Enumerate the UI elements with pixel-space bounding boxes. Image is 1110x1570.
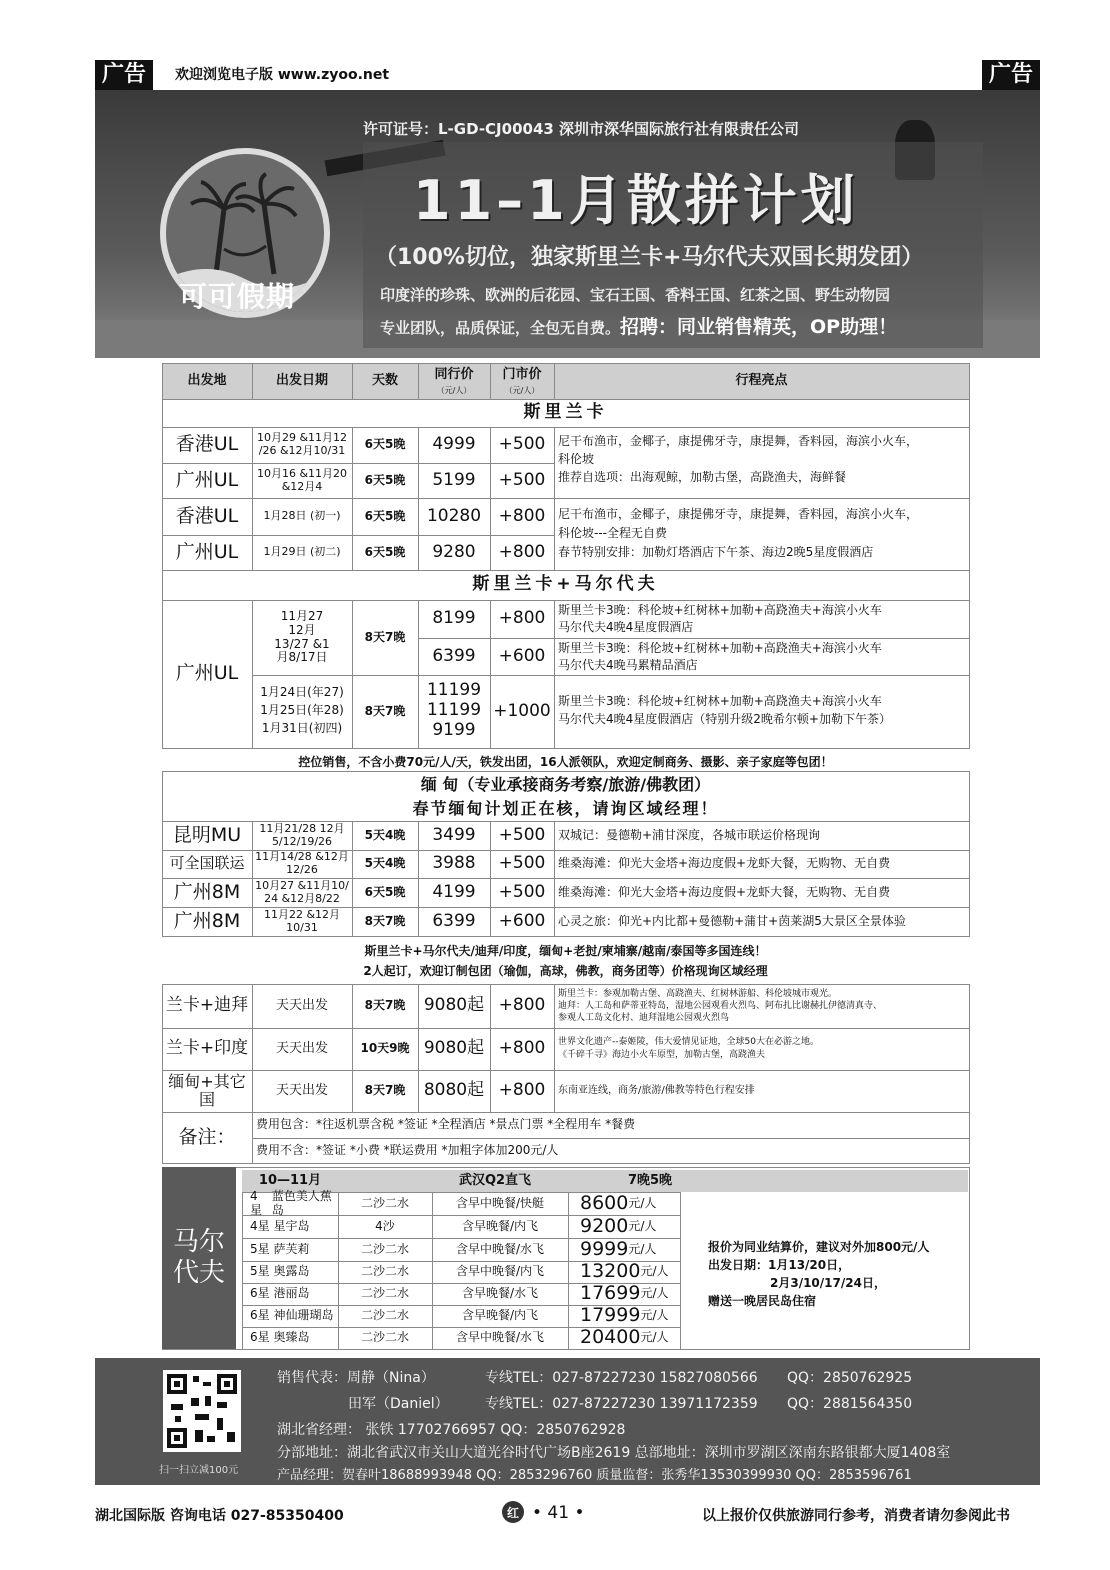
recruit-text: 招聘：同业销售精英，OP助理！	[620, 316, 898, 338]
banner-desc-2a: 专业团队，品质保证，全包无自费。	[380, 319, 621, 337]
depart-date: 天天出发	[275, 997, 328, 1013]
island-price: 20400	[580, 1326, 641, 1349]
footer-right: 以上报价仅供旅游同行参考，消费者请勿参阅此书	[702, 1508, 1010, 1524]
peer-price: 3988	[432, 853, 476, 874]
maldives-label	[162, 1167, 236, 1349]
section-title-myanmar: 缅 甸（专业承接商务考察/旅游/佛教团）	[420, 774, 711, 794]
col-retail: 门市价	[502, 366, 542, 382]
col-highlights: 行程亮点	[735, 372, 788, 388]
peer-price: 4999	[432, 434, 476, 455]
depart-date: 10月27 &11月10/ 24 &12月8/22	[255, 878, 349, 905]
section-title-sl-maldives: 斯里兰卡+马尔代夫	[472, 574, 659, 595]
ad-tag-left: 广告	[95, 60, 153, 90]
depart-city: 可全国联运	[169, 854, 245, 873]
sales-rep-1-phone[interactable]: 专线TEL：027-87227230 15827080566	[485, 1370, 758, 1386]
retail-markup: +1000	[493, 700, 551, 721]
retail-markup: +800	[498, 505, 546, 526]
room-type: 4沙	[375, 1218, 395, 1233]
retail-markup: +800	[498, 995, 546, 1016]
meal-transfer: 含早晚餐/水飞	[461, 1286, 539, 1301]
itinerary-highlights-3	[558, 602, 882, 636]
hero-banner	[95, 90, 1040, 358]
myanmar-cny-note: 春节缅甸计划正在核，请询区域经理！	[412, 798, 719, 818]
retail-markup: +500	[498, 881, 546, 902]
island-name: 奥露岛	[273, 1264, 310, 1279]
hotel-star: 4星	[250, 1188, 263, 1217]
island-price: 17999	[580, 1304, 641, 1327]
retail-markup: +800	[498, 1080, 546, 1101]
depart-date: 天天出发	[275, 1082, 328, 1098]
remark-label: 备注：	[178, 1125, 236, 1148]
peer-price: 11199	[426, 700, 482, 720]
price-unit: 元/人	[628, 1241, 657, 1256]
itinerary-highlight: 维桑海滩：仰光大金塔+海边度假+龙虾大餐，无购物、无自费	[558, 884, 891, 899]
hotel-star: 6星	[250, 1330, 270, 1345]
depart-date: 10月29 &11月12 /26 &12月10/31	[256, 431, 348, 457]
sales-rep-1: 销售代表：周静（Nina）	[277, 1370, 435, 1386]
qr-code[interactable]	[163, 1370, 241, 1452]
depart-date: 11月14/28 &12月12/26	[255, 850, 349, 876]
island-price: 9999	[580, 1237, 629, 1260]
hotel-star: 5星	[250, 1264, 270, 1279]
depart-date: 10月16 &11月20 &12月4	[256, 466, 348, 493]
itinerary-highlight: 心灵之旅：仰光+内比都+曼德勒+蒲甘+茵莱湖5大景区全景体验	[558, 913, 906, 928]
sales-rep-2: 田军（Daniel）	[348, 1396, 449, 1412]
island-name: 萨芙莉	[273, 1241, 310, 1256]
depart-city: 昆明MU	[172, 823, 242, 846]
hl-line: 世界文化遗产--泰姬陵，伟大爱情见证地，全球50大在必游之地。	[558, 1037, 819, 1047]
trip-days: 8天7晚	[364, 998, 406, 1013]
date-line: 1月31日(初四)	[261, 721, 343, 735]
hl-line: 马尔代夫4晚4星度假酒店	[558, 620, 694, 634]
room-type: 二沙二水	[360, 1195, 409, 1210]
room-type: 二沙二水	[360, 1241, 409, 1256]
maldives-notes	[708, 1238, 929, 1310]
footer-left: 湖北国际版 咨询电话 027-85350400	[95, 1508, 344, 1524]
hotel-star: 6星	[250, 1286, 270, 1301]
col-retail-unit: （元/人）	[504, 386, 540, 396]
depart-city: 香港UL	[175, 433, 239, 456]
badge-icon: 红	[502, 1501, 524, 1523]
depart-city: 广州UL	[175, 540, 239, 563]
meal-transfer: 含早中晚餐/水飞	[455, 1330, 545, 1345]
island-name: 神仙珊瑚岛	[273, 1308, 334, 1323]
island-price: 13200	[580, 1260, 641, 1283]
itinerary-highlight: 维桑海滩：仰光大金塔+海边度假+龙虾大餐，无购物、无自费	[558, 856, 891, 871]
peer-price: 8199	[432, 608, 476, 629]
hl-line: 参观人工岛文化村、迪拜湿地公园观火烈鸟	[558, 1013, 730, 1023]
depart-city: 广州8M	[173, 880, 241, 903]
hotel-star: 4星	[250, 1218, 270, 1233]
trip-days: 6天5晚	[364, 884, 406, 899]
depart-date: 11月22 &12月10/31	[263, 907, 341, 934]
depart-city: 广州UL	[175, 468, 239, 491]
license-line: 许可证号：L-GD-CJ00043 深圳市深华国际旅行社有限责任公司	[363, 120, 800, 138]
island-name: 奥臻岛	[273, 1330, 310, 1345]
itinerary-highlight	[558, 1036, 819, 1062]
island-price: 8600	[580, 1191, 629, 1214]
depart-date: 天天出发	[275, 1040, 328, 1056]
peer-price: 8080起	[423, 1080, 485, 1101]
itinerary-highlights-5	[558, 692, 891, 728]
banner-headline: 11–1月散拼计划	[413, 169, 859, 232]
itinerary-highlight: 双城记：曼德勒+浦甘深度，各城市联运价格现询	[558, 827, 821, 842]
hl-line: 马尔代夫4晚马累精品酒店	[558, 658, 698, 672]
trip-days: 6天5晚	[364, 508, 406, 523]
multi-country-note-2: 2人起订，欢迎订制包团（瑜伽，高球，佛教，商务团等）价格现询区域经理	[363, 964, 768, 978]
island-price: 9200	[580, 1214, 629, 1237]
trip-days: 8天7晚	[364, 703, 406, 718]
hl-line: 《千碎千寻》海边小火车原型，加勒古堡，高跷渔夫	[558, 1050, 766, 1060]
price-unit: 元/人	[640, 1330, 669, 1345]
maldives-header-bg	[242, 1170, 968, 1192]
trip-days: 10天9晚	[360, 1041, 410, 1056]
meal-transfer: 含早晚餐/内飞	[461, 1308, 539, 1323]
trip-days: 6天5晚	[364, 472, 406, 487]
itinerary-highlights-4	[558, 640, 882, 674]
hl-line: 推荐自选项：出海观鲸，加勒古堡，高跷渔夫，海鲜餐	[558, 470, 847, 484]
sl-maldives-note: 控位销售，不含小费70元/人/天，铁发出团，16人派领队，欢迎定制商务、摄影、亲子家庭等包团！	[298, 755, 833, 769]
sales-rep-1-qq[interactable]: QQ：2850762925	[787, 1370, 913, 1386]
room-type: 二沙二水	[360, 1264, 409, 1279]
retail-markup: +600	[498, 910, 546, 931]
section-title-srilanka: 斯里兰卡	[523, 402, 608, 423]
retail-markup: +800	[498, 608, 546, 629]
trip-days: 8天7晚	[364, 913, 406, 928]
trip-days: 5天4晚	[364, 856, 406, 871]
route-name: 缅甸+其它国	[168, 1071, 246, 1109]
depart-date: 1月28日 (初一)	[263, 509, 341, 523]
depart-city: 广州8M	[173, 909, 241, 932]
peer-price: 9199	[432, 720, 476, 740]
retail-markup: +500	[498, 853, 546, 874]
trip-days: 6天5晚	[364, 544, 406, 559]
hl-line: 尼干布渔市，金椰子，康提佛牙寺，康提舞，香料园，海滨小火车，	[558, 434, 919, 448]
peer-price: 4199	[432, 881, 476, 902]
banner-subtitle: （100%切位，独家斯里兰卡+马尔代夫双国长期发团）	[375, 245, 924, 270]
note-line: 2月3/10/17/24日，	[770, 1276, 886, 1290]
itinerary-highlight: 东南亚连线，商务/旅游/佛教等特色行程安排	[558, 1085, 755, 1097]
fee-excluded: 费用不含：*签证 *小费 *联运费用 *加粗字体加200元/人	[256, 1142, 559, 1157]
itinerary-highlights-2	[558, 505, 918, 562]
hl-line: 科伦坡	[558, 452, 595, 466]
retail-markup: +500	[498, 824, 546, 845]
addresses: 分部地址：湖北省武汉市关山大道光谷时代广场B座2619 总部地址：深圳市罗湖区深南东路银都大厦1408室	[277, 1445, 951, 1461]
meal-transfer: 含早中晚餐/内飞	[455, 1264, 545, 1279]
col-depart: 出发地	[187, 372, 227, 388]
contact-panel	[95, 1358, 1040, 1485]
brand-name: 可可假期	[179, 280, 296, 313]
retail-markup: +500	[498, 434, 546, 455]
maldives-label-text: 马尔代夫	[172, 1226, 225, 1288]
peer-price: 9080起	[423, 995, 485, 1016]
retail-markup: +500	[498, 469, 546, 490]
room-type: 二沙二水	[360, 1286, 409, 1301]
itinerary-highlight	[558, 988, 882, 1024]
room-type: 二沙二水	[360, 1308, 409, 1323]
route-name: 兰卡+印度	[165, 1038, 249, 1059]
hotel-star: 6星	[250, 1308, 270, 1323]
date-line: 1月24日(年27)	[260, 685, 344, 699]
sales-rep-2-phone[interactable]: 专线TEL：027-87227230 13971172359	[485, 1396, 758, 1412]
page-number: • 41 •	[532, 1503, 585, 1523]
retail-markup: +800	[498, 541, 546, 562]
hl-line: 斯里兰卡：参观加勒古堡、高跷渔夫、红树林游船、科伦坡城市观光。	[558, 989, 838, 999]
island-price: 17699	[580, 1282, 641, 1305]
ad-tag-right: 广告	[982, 60, 1040, 90]
meal-transfer: 含早晚餐/内飞	[461, 1218, 539, 1233]
col-peer-unit: （元/人）	[436, 386, 472, 396]
depart-date-cny	[252, 683, 352, 737]
island-name: 蓝色美人蕉岛	[271, 1188, 332, 1217]
hl-line: 尼干布渔市，金椰子，康提佛牙寺，康提舞，香料园，海滨小火车，	[558, 507, 919, 521]
banner-desc-2	[380, 312, 897, 339]
retail-markup: +600	[498, 645, 546, 666]
itinerary-highlights-1	[558, 432, 918, 486]
route-name: 兰卡+迪拜	[165, 995, 249, 1016]
note-line: 报价为同业结算价，建议对外加800元/人	[708, 1240, 930, 1254]
hl-line: 春节特别安排：加勒灯塔酒店下午茶、海边2晚5星度假酒店	[558, 545, 874, 559]
banner-desc-1: 印度洋的珍珠、欧洲的后花园、宝石王国、香料王国、红茶之国、野生动物园	[380, 286, 891, 304]
hl-line: 斯里兰卡3晚：科伦坡+红树林+加勒+高跷渔夫+海滨小火车	[558, 641, 882, 655]
depart-date: 11月21/28 12月5/12/19/26	[259, 821, 345, 848]
meal-transfer: 含早中晚餐/水飞	[455, 1241, 545, 1256]
price-unit: 元/人	[640, 1264, 669, 1279]
fee-included: 费用包含：*往返机票含税 *签证 *全程酒店 *景点门票 *全程用车 *餐费	[256, 1117, 636, 1132]
depart-city: 香港UL	[175, 504, 239, 527]
price-unit: 元/人	[640, 1286, 669, 1301]
island-name: 港丽岛	[273, 1286, 310, 1301]
multi-country-note-1: 斯里兰卡+马尔代夫/迪拜/印度，缅甸+老挝/柬埔寨/越南/泰国等多国连线！	[364, 944, 767, 958]
product-quality-contacts: 产品经理：贺春叶18688993948 QQ：2853296760 质量监督：张秀华13530399930 QQ：2853596761	[277, 1468, 912, 1483]
meal-transfer: 含早中晚餐/快艇	[455, 1195, 545, 1210]
peer-price: 6399	[432, 910, 476, 931]
maldives-flight: 武汉Q2直飞	[458, 1172, 532, 1188]
depart-date: 11月27 12月13/27 &1月8/17日	[274, 608, 330, 665]
hl-line: 科伦坡---全程无自费	[558, 526, 667, 540]
hotel-star: 5星	[250, 1241, 270, 1256]
maldives-nights: 7晚5晚	[627, 1172, 673, 1188]
island-name: 星宇岛	[273, 1218, 310, 1233]
col-days: 天数	[371, 372, 398, 388]
price-unit: 元/人	[628, 1195, 657, 1210]
site-url[interactable]: 欢迎浏览电子版 www.zyoo.net	[175, 67, 390, 83]
retail-markup: +800	[498, 1038, 546, 1059]
peer-price: 3499	[432, 824, 476, 845]
peer-price: 9280	[432, 541, 476, 562]
peer-price: 6399	[432, 645, 476, 666]
regional-manager: 湖北省经理： 张铁 17702766957 QQ：2850762928	[277, 1422, 626, 1438]
peer-price: 5199	[432, 469, 476, 490]
peer-price-group	[418, 680, 490, 740]
hl-line: 斯里兰卡3晚：科伦坡+红树林+加勒+高跷渔夫+海滨小火车	[558, 694, 882, 708]
peer-price: 10280	[426, 505, 482, 526]
qr-caption: 扫一扫立减100元	[159, 1465, 239, 1476]
trip-days: 8天7晚	[364, 1083, 406, 1098]
room-type: 二沙二水	[360, 1330, 409, 1345]
depart-city: 广州UL	[175, 662, 239, 685]
price-unit: 元/人	[640, 1308, 669, 1323]
hl-line: 马尔代夫4晚4星度假酒店（特别升级2晚希尔顿+加勒下午茶）	[558, 712, 891, 726]
trip-days: 8天7晚	[364, 629, 406, 644]
depart-date: 1月29日 (初二)	[263, 545, 341, 559]
peer-price: 9080起	[423, 1038, 485, 1059]
price-unit: 元/人	[628, 1218, 657, 1233]
peer-price: 11199	[426, 680, 482, 700]
maldives-period: 10—11月	[258, 1172, 322, 1188]
qr-code-icon	[167, 1374, 237, 1448]
note-line: 出发日期：1月13/20日，	[708, 1258, 851, 1272]
date-line: 1月25日(年28)	[260, 703, 344, 717]
sales-rep-2-qq[interactable]: QQ：2881564350	[787, 1396, 913, 1412]
note-line: 赠送一晚居民岛住宿	[708, 1294, 817, 1308]
col-peer: 同行价	[434, 366, 474, 382]
hl-line: 迪拜：人工岛和萨蒂亚特岛，湿地公园观看火烈鸟、阿布扎比谢赫扎伊德清真寺、	[558, 1001, 883, 1011]
trip-days: 6天5晚	[364, 437, 406, 452]
hl-line: 斯里兰卡3晚：科伦坡+红树林+加勒+高跷渔夫+海滨小火车	[558, 603, 882, 617]
trip-days: 5天4晚	[364, 827, 406, 842]
col-date: 出发日期	[275, 372, 328, 388]
